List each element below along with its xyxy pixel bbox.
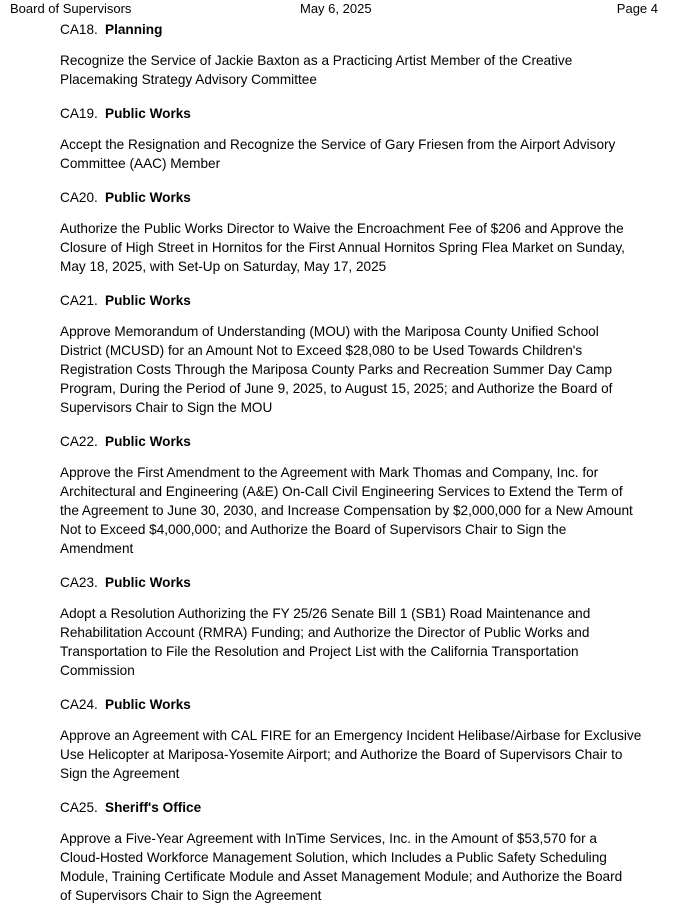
agenda-item-description xyxy=(60,219,660,276)
description-line: Registration Costs Through the Mariposa County Parks and Recreation Summer Day Camp xyxy=(60,362,613,377)
agenda-item xyxy=(60,798,660,905)
agenda-item-department: Planning xyxy=(105,22,163,37)
agenda-item xyxy=(60,20,660,89)
agenda-item-heading xyxy=(60,695,660,715)
agenda-item xyxy=(60,432,660,558)
description-line: Accept the Resignation and Recognize the Service of Gary Friesen from the Airport Advisory xyxy=(60,137,616,152)
description-line: Approve Memorandum of Understanding (MOU) with the Mariposa County Unified School xyxy=(60,324,599,339)
description-line: Commission xyxy=(60,663,135,678)
agenda-item xyxy=(60,573,660,680)
description-line: Approve the First Amendment to the Agreement with Mark Thomas and Company, Inc. for xyxy=(60,465,599,480)
description-line: Authorize the Public Works Director to Waive the Encroachment Fee of $206 and Approve the xyxy=(60,221,624,236)
agenda-item-heading xyxy=(60,573,660,593)
agenda-item-heading xyxy=(60,432,660,452)
agenda-item-heading xyxy=(60,798,660,818)
agenda-item-description xyxy=(60,135,660,173)
agenda-item-heading xyxy=(60,104,660,124)
agenda-item-number: CA22. xyxy=(60,434,98,449)
description-line: Recognize the Service of Jackie Baxton as a Practicing Artist Member of the Creative xyxy=(60,53,573,68)
description-line: Rehabilitation Account (RMRA) Funding; and Authorize the Director of Public Works and xyxy=(60,625,590,640)
agenda-item-heading xyxy=(60,188,660,208)
agenda-item-department: Public Works xyxy=(105,575,191,590)
description-line: Use Helicopter at Mariposa-Yosemite Airport; and Authorize the Board of Supervisors Chair to xyxy=(60,747,623,762)
description-line: Placemaking Strategy Advisory Committee xyxy=(60,72,317,87)
agenda-item-description xyxy=(60,604,660,680)
description-line: Transportation to File the Resolution and Project List with the California Transportation xyxy=(60,644,579,659)
description-line: Amendment xyxy=(60,541,134,556)
description-line: May 18, 2025, with Set-Up on Saturday, May 17, 2025 xyxy=(60,259,387,274)
agenda-item xyxy=(60,104,660,173)
description-line: Module, Training Certificate Module and Asset Management Module; and Authorize the Board xyxy=(60,869,623,884)
agenda-item-description xyxy=(60,726,660,783)
agenda-item xyxy=(60,291,660,417)
header-date: May 6, 2025 xyxy=(300,1,372,16)
header-page-number: Page 4 xyxy=(616,1,658,16)
agenda-item xyxy=(60,188,660,276)
agenda-item-heading xyxy=(60,20,660,40)
description-line: Committee (AAC) Member xyxy=(60,156,221,171)
agenda-item-description xyxy=(60,51,660,89)
agenda-items-list xyxy=(60,20,660,920)
agenda-item-description xyxy=(60,463,660,558)
agenda-item-number: CA19. xyxy=(60,106,98,121)
description-line: Approve an Agreement with CAL FIRE for an Emergency Incident Helibase/Airbase for Exclusive xyxy=(60,728,642,743)
description-line: Program, During the Period of June 9, 2025, to August 15, 2025; and Authorize the Board of xyxy=(60,381,613,396)
agenda-item-department: Public Works xyxy=(105,293,191,308)
description-line: Architectural and Engineering (A&E) On-Call Civil Engineering Services to Extend the Term of xyxy=(60,484,623,499)
description-line: Supervisors Chair to Sign the MOU xyxy=(60,400,273,415)
description-line: the Agreement to June 30, 2030, and Increase Compensation by $2,000,000 for a New Amount xyxy=(60,503,633,518)
description-line: Not to Exceed $4,000,000; and Authorize the Board of Supervisors Chair to Sign the xyxy=(60,522,567,537)
agenda-item-description xyxy=(60,829,660,905)
agenda-item-number: CA25. xyxy=(60,800,98,815)
page-header xyxy=(0,0,680,20)
agenda-item-heading xyxy=(60,291,660,311)
agenda-item-department: Public Works xyxy=(105,434,191,449)
agenda-item-number: CA24. xyxy=(60,697,98,712)
description-line: District (MCUSD) for an Amount Not to Exceed $28,080 to be Used Towards Children's xyxy=(60,343,583,358)
description-line: Approve a Five-Year Agreement with InTime Services, Inc. in the Amount of $53,570 for a xyxy=(60,831,597,846)
description-line: Sign the Agreement xyxy=(60,766,180,781)
agenda-item-number: CA21. xyxy=(60,293,98,308)
description-line: Cloud-Hosted Workforce Management Solution, which Includes a Public Safety Scheduling xyxy=(60,850,607,865)
agenda-item-department: Public Works xyxy=(105,697,191,712)
agenda-item-number: CA18. xyxy=(60,22,98,37)
agenda-item-number: CA23. xyxy=(60,575,98,590)
header-board-name: Board of Supervisors xyxy=(10,1,132,16)
agenda-item-description xyxy=(60,322,660,417)
agenda-item-department: Public Works xyxy=(105,106,191,121)
description-line: of Supervisors Chair to Sign the Agreement xyxy=(60,888,322,903)
agenda-item xyxy=(60,695,660,783)
agenda-item-department: Sheriff's Office xyxy=(105,800,202,815)
description-line: Adopt a Resolution Authorizing the FY 25/26 Senate Bill 1 (SB1) Road Maintenance and xyxy=(60,606,591,621)
description-line: Closure of High Street in Hornitos for the First Annual Hornitos Spring Flea Market on Sunday, xyxy=(60,240,625,255)
agenda-item-number: CA20. xyxy=(60,190,98,205)
agenda-item-department: Public Works xyxy=(105,190,191,205)
